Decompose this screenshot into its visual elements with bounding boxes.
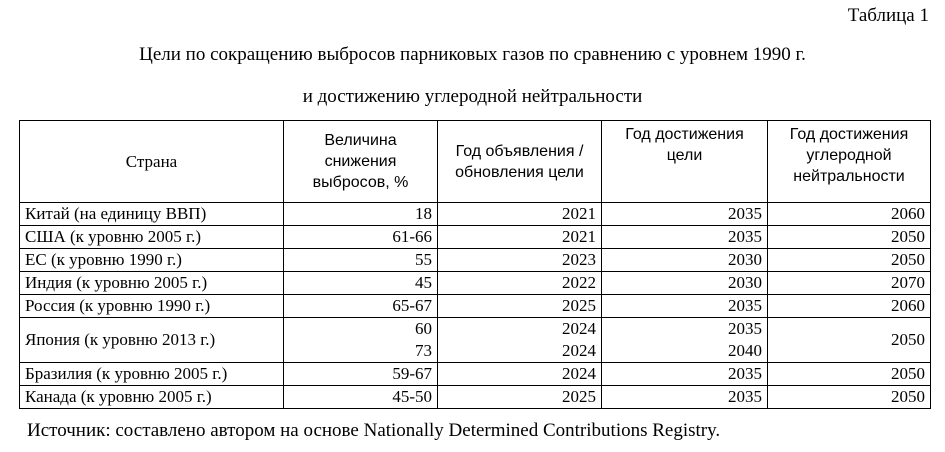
table-title-line-1: Цели по сокращению выбросов парниковых газов по сравнению с уровнем 1990 г. — [139, 44, 806, 65]
table-title-line-2: и достижению углеродной нейтральности — [302, 86, 643, 107]
table-row — [20, 363, 931, 386]
cell-target-year — [602, 226, 768, 249]
source-note: Источник: составлено автором на основе Nationally Determined Contributions Registry. — [27, 420, 721, 441]
cell-value: 18 — [415, 204, 432, 223]
cell-value: 2023 — [562, 250, 596, 269]
cell-target-year — [602, 203, 768, 226]
cell-neutrality-year: 2060 — [768, 295, 931, 318]
cell-target-year — [602, 249, 768, 272]
header-neutrality-year: Год достижения углеродной нейтральности — [768, 121, 931, 203]
cell-value: 61-66 — [392, 227, 432, 246]
table-row — [20, 272, 931, 295]
cell-announce-year — [438, 318, 602, 363]
cell-announce-year — [438, 363, 602, 386]
table-row — [20, 318, 931, 363]
cell-announce-year — [438, 249, 602, 272]
cell-country: Россия (к уровню 1990 г.) — [20, 295, 284, 318]
cell-neutrality-year: 2050 — [768, 249, 931, 272]
cell-target-year — [602, 363, 768, 386]
cell-announce-year — [438, 295, 602, 318]
cell-reduction — [284, 226, 438, 249]
header-row — [20, 121, 931, 203]
cell-country: Бразилия (к уровню 2005 г.) — [20, 363, 284, 386]
cell-value: 2035 — [728, 204, 762, 223]
cell-value: 2035 — [728, 319, 762, 338]
table-row — [20, 249, 931, 272]
cell-neutrality-year: 2050 — [768, 386, 931, 409]
cell-value: 2021 — [562, 204, 596, 223]
cell-reduction — [284, 203, 438, 226]
cell-value: 2025 — [562, 296, 596, 315]
cell-value: 60 — [415, 319, 432, 338]
table-row — [20, 226, 931, 249]
cell-value: 2024 — [562, 341, 596, 360]
cell-value: 2035 — [728, 387, 762, 406]
cell-value: 2040 — [728, 341, 762, 360]
table-body — [20, 203, 931, 409]
header-reduction: Величина снижения выбросов, % — [284, 121, 438, 203]
cell-neutrality-year: 2050 — [768, 318, 931, 363]
cell-country: Индия (к уровню 2005 г.) — [20, 272, 284, 295]
cell-announce-year — [438, 272, 602, 295]
cell-country: США (к уровню 2005 г.) — [20, 226, 284, 249]
cell-announce-year — [438, 203, 602, 226]
cell-announce-year — [438, 226, 602, 249]
cell-value: 2030 — [728, 250, 762, 269]
header-country: Страна — [20, 121, 284, 203]
cell-country: Китай (на единицу ВВП) — [20, 203, 284, 226]
cell-reduction — [284, 295, 438, 318]
cell-value: 2030 — [728, 273, 762, 292]
header-target-year: Год достижения цели — [602, 121, 768, 203]
table-number: Таблица 1 — [847, 5, 929, 26]
cell-reduction — [284, 386, 438, 409]
cell-value: 2021 — [562, 227, 596, 246]
cell-target-year — [602, 386, 768, 409]
cell-target-year — [602, 295, 768, 318]
cell-neutrality-year: 2050 — [768, 226, 931, 249]
cell-value: 55 — [415, 250, 432, 269]
cell-value: 2022 — [562, 273, 596, 292]
cell-value: 2035 — [728, 364, 762, 383]
cell-neutrality-year: 2050 — [768, 363, 931, 386]
cell-reduction — [284, 249, 438, 272]
cell-announce-year — [438, 386, 602, 409]
cell-value: 45-50 — [392, 387, 432, 406]
cell-value: 2035 — [728, 296, 762, 315]
targets-table — [19, 120, 931, 409]
cell-neutrality-year: 2070 — [768, 272, 931, 295]
cell-value: 2024 — [562, 364, 596, 383]
cell-country: ЕС (к уровню 1990 г.) — [20, 249, 284, 272]
table-row — [20, 295, 931, 318]
cell-value: 2025 — [562, 387, 596, 406]
cell-value: 45 — [415, 273, 432, 292]
cell-value: 59-67 — [392, 364, 432, 383]
header-announce-year: Год объявления / обновления цели — [438, 121, 602, 203]
cell-value: 65-67 — [392, 296, 432, 315]
cell-neutrality-year: 2060 — [768, 203, 931, 226]
cell-reduction — [284, 318, 438, 363]
cell-country: Канада (к уровню 2005 г.) — [20, 386, 284, 409]
cell-target-year — [602, 318, 768, 363]
cell-reduction — [284, 272, 438, 295]
cell-value: 73 — [415, 341, 432, 360]
table-row — [20, 386, 931, 409]
cell-value: 2035 — [728, 227, 762, 246]
table-row — [20, 203, 931, 226]
cell-reduction — [284, 363, 438, 386]
cell-target-year — [602, 272, 768, 295]
cell-value: 2024 — [562, 319, 596, 338]
cell-country: Япония (к уровню 2013 г.) — [20, 318, 284, 363]
